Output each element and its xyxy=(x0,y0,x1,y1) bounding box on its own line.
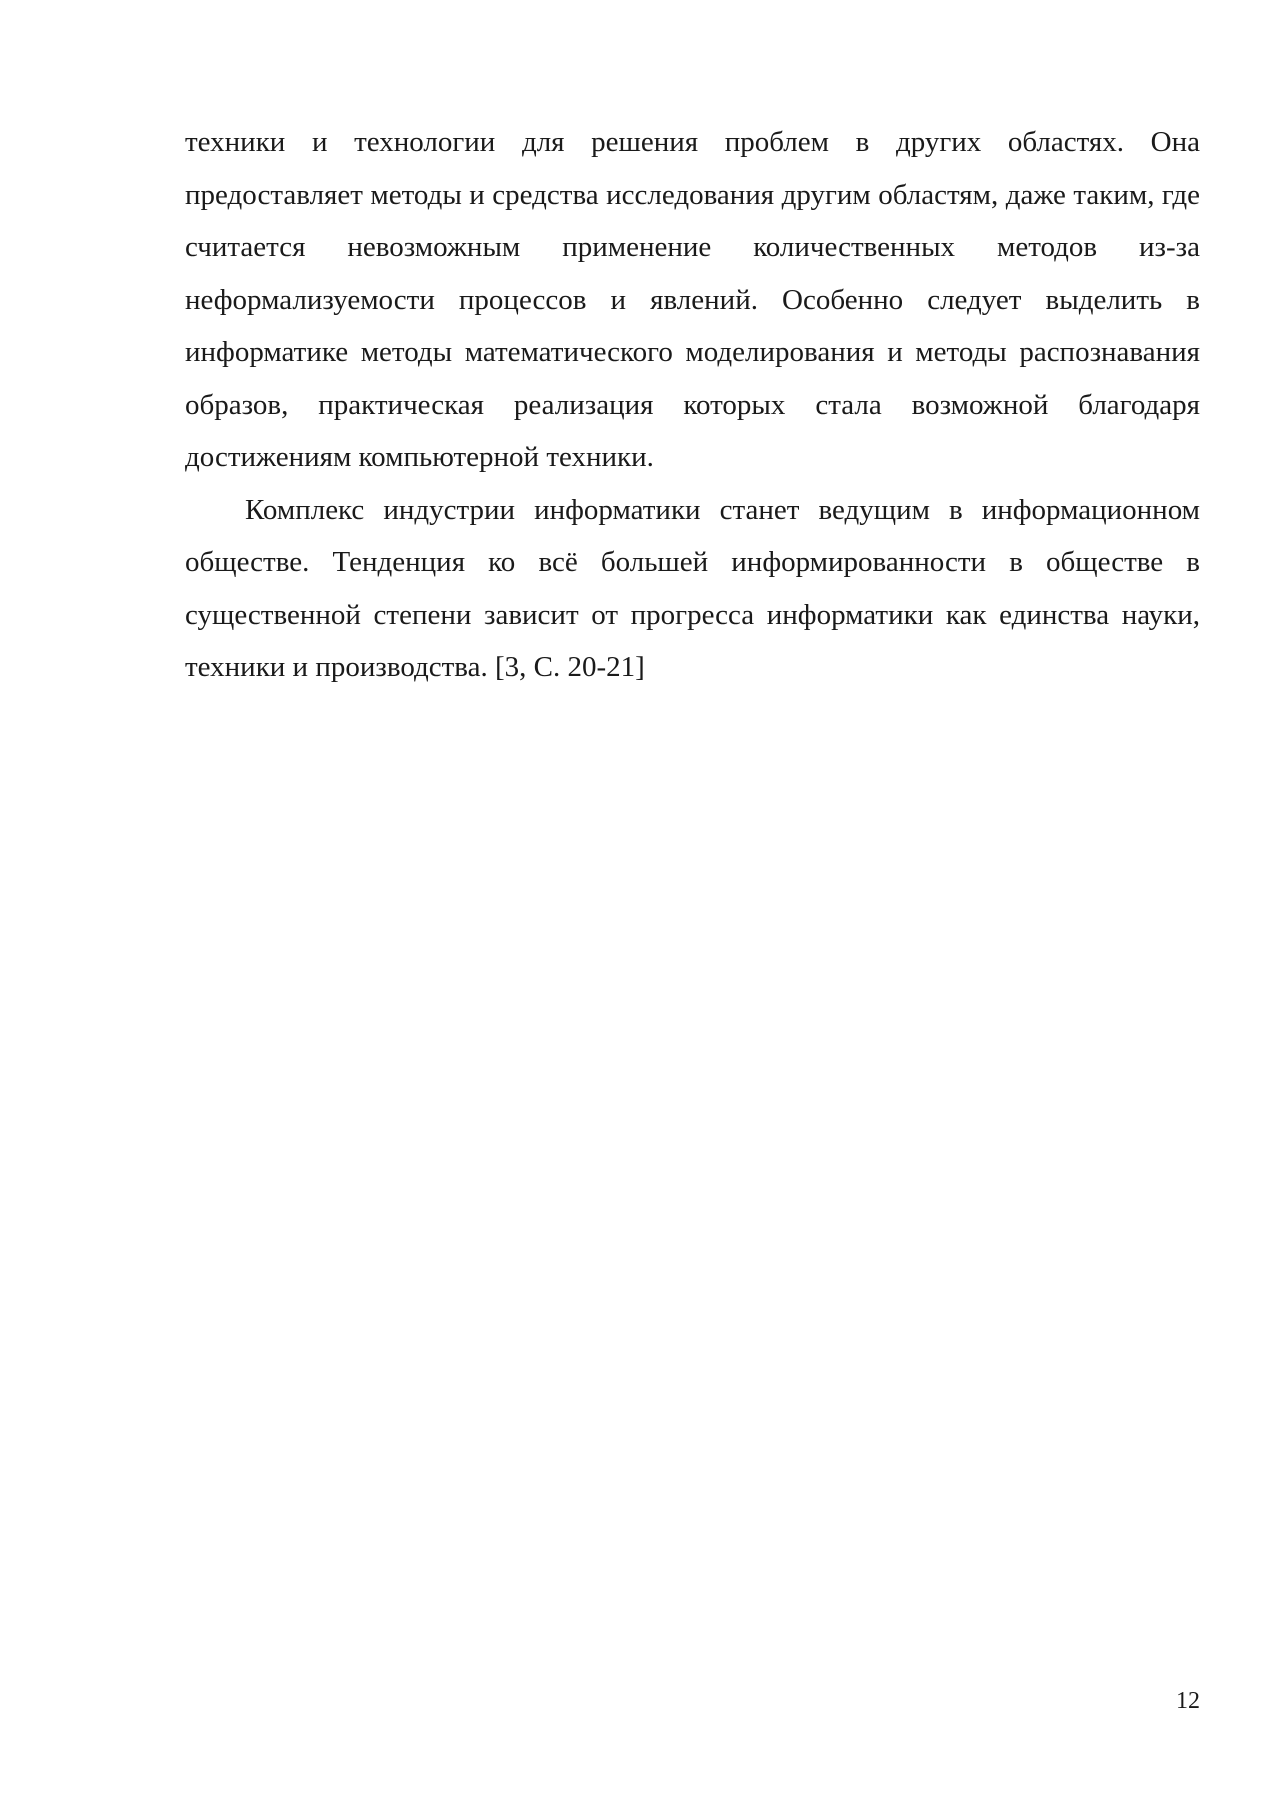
paragraph-continuation: техники и технологии для решения проблем в других областях. Она предоставляет методы и средства исследования другим областям, даже таким, где считается невозможным применение количественных методов из-за неформализуемости процессов и явлений. Особенно следует выделить в информатике методы математического моделирования и методы распознавания образов, практическая реализация которых стала возможной благодаря достижениям компьютерной техники. xyxy=(185,126,1200,473)
body-text xyxy=(185,116,1200,694)
page-number: 12 xyxy=(1176,1688,1200,1714)
paragraph-industry-complex: Комплекс индустрии информатики станет ведущим в информационном обществе. Тенденция ко всё большей информированности в обществе в существенной степени зависит от прогресса информатики как единства науки, техники и производства. [3, С. 20-21] xyxy=(185,493,1200,683)
